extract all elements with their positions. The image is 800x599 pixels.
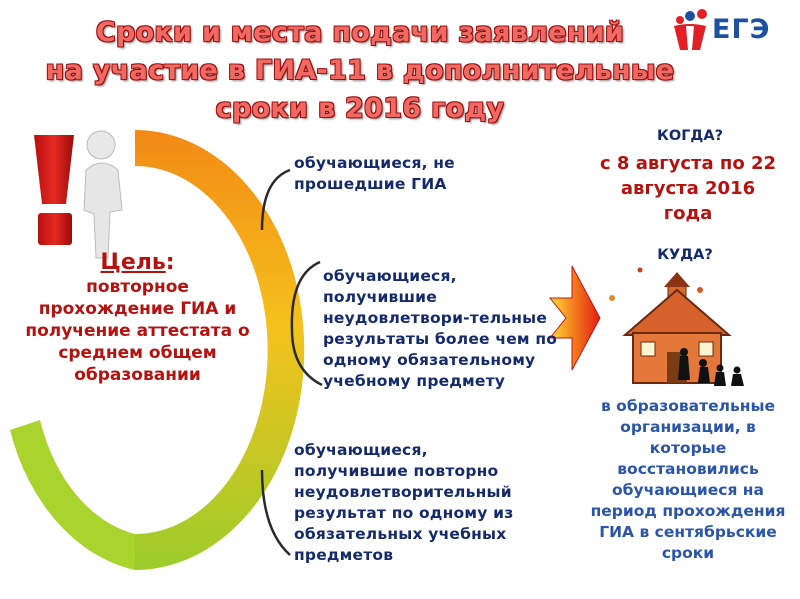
- group-not-passed: обучающиеся, не прошедшие ГИА: [294, 154, 455, 193]
- when-date: с 8 августа по 22 августа 2016 года: [599, 153, 777, 224]
- where-text: в образовательные организации, в которые восстановились обучающиеся на период прохождения ГИА в сентябрьские сроки: [590, 397, 786, 562]
- page-title: Сроки и места подачи заявлений на участие в ГИА-11 в дополнительные сроки в 2016 году: [45, 17, 675, 124]
- where-label: КУДА?: [657, 247, 713, 263]
- goal-heading: [20, 250, 255, 276]
- group-unsatisfactory-repeat: обучающиеся, получившие повторно неудовлетворительный результат по одному из обязательных учебных предметов: [294, 441, 514, 564]
- ege-logo-text: ЕГЭ: [712, 14, 771, 45]
- goal-heading-colon: :: [165, 250, 175, 275]
- goal-text: повторное прохождение ГИА и получение аттестата о среднем общем образовании: [25, 277, 250, 385]
- exclamation-figure-icon: [34, 131, 122, 258]
- school-house-icon: [609, 268, 744, 387]
- goal-block: [20, 250, 255, 386]
- goal-ring-left: [10, 420, 135, 570]
- when-label: КОГДА?: [657, 128, 723, 144]
- goal-heading-word: Цель: [100, 250, 166, 275]
- group-unsatisfactory-multiple: обучающиеся, получившие неудовлетвори-тельные результаты более чем по одному обязательному учебному предмету: [323, 267, 558, 390]
